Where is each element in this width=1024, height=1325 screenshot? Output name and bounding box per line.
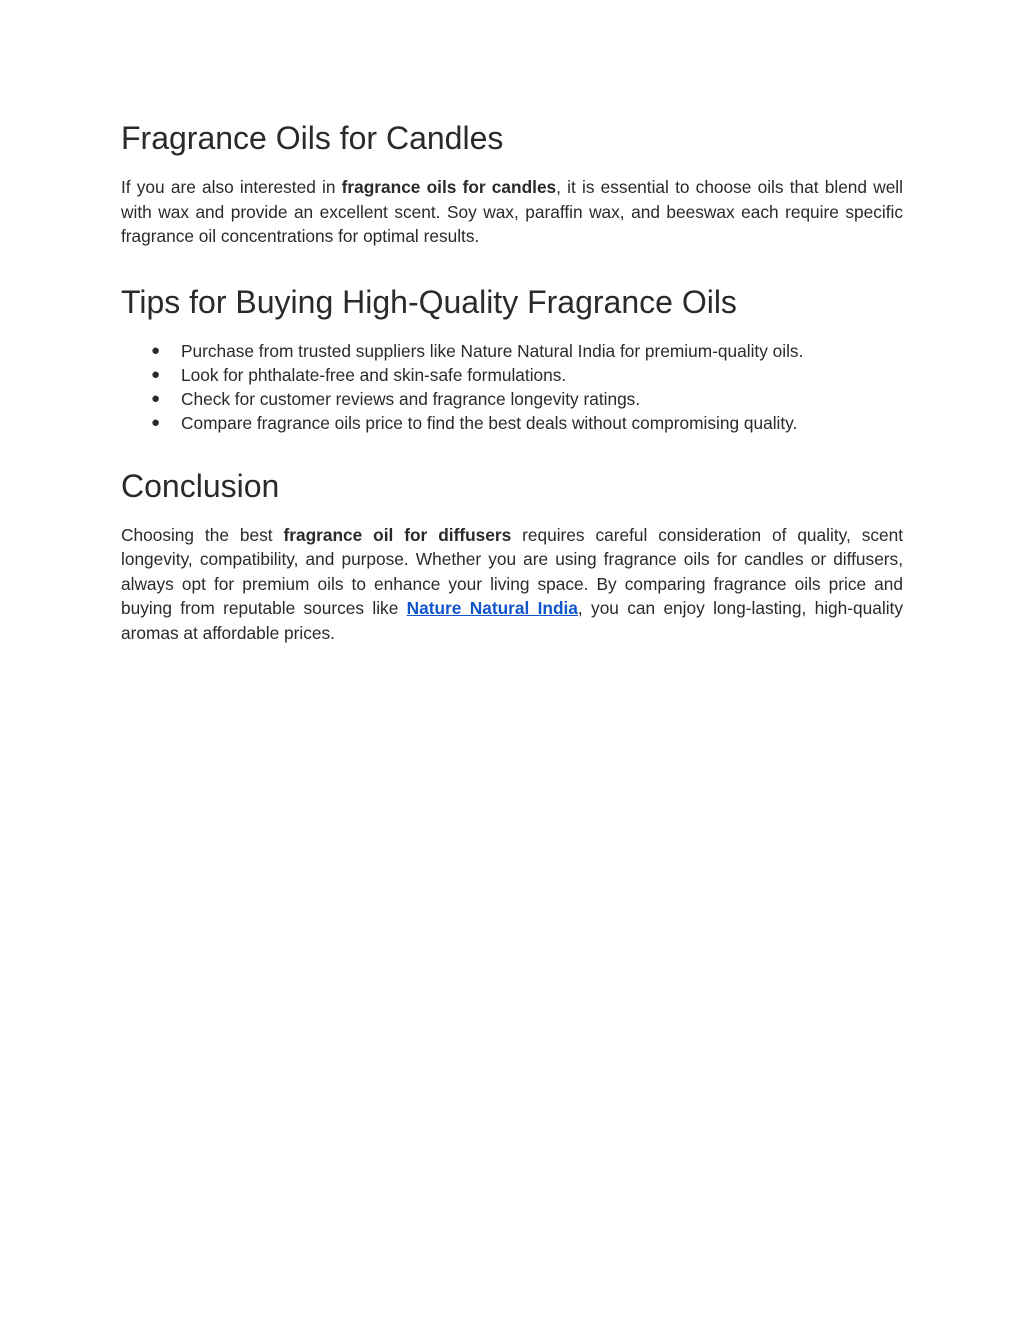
bullet-icon: ● <box>151 414 161 432</box>
paragraph-candles-text-2: , it is essential to choose oils that blend well with wax and provide an excellent scent. Soy wax, paraffin wax, and beeswax each require specific fragrance oil concentrations for optimal results. <box>121 177 903 246</box>
list-item <box>121 387 903 411</box>
bullet-icon: ● <box>151 365 161 383</box>
list-item-text: Check for customer reviews and fragrance longevity ratings. <box>181 389 641 410</box>
heading-fragrance-oils-for-candles: Fragrance Oils for Candles <box>121 120 504 156</box>
tips-list <box>121 339 903 436</box>
paragraph-conclusion-text-3: , you can enjoy long-lasting, high-quality aromas at affordable prices. <box>121 598 903 643</box>
nature-natural-india-link[interactable]: Nature Natural India <box>406 598 578 619</box>
paragraph-conclusion-text-2: requires careful consideration of quality, scent longevity, compatibility, and purpose. Whether you are using fragrance oils for candles or diffusers, always opt for premium oils to enhance your living space. By comparing fragrance oils price and buying from reputable sources like <box>121 524 904 619</box>
bullet-icon: ● <box>151 390 161 408</box>
list-item <box>121 411 903 435</box>
paragraph-conclusion-bold: fragrance oil for diffusers <box>283 524 512 545</box>
bullet-icon: ● <box>151 341 161 359</box>
paragraph-conclusion-text-1: Choosing the best <box>121 524 284 545</box>
list-item <box>121 363 903 387</box>
list-item-text: Compare fragrance oils price to find the best deals without compromising quality. <box>181 413 798 434</box>
list-item-text: Look for phthalate-free and skin-safe formulations. <box>181 364 567 385</box>
list-item <box>121 339 903 363</box>
paragraph-candles-bold: fragrance oils for candles <box>341 177 557 197</box>
paragraph-candles <box>121 175 903 249</box>
paragraph-candles-text-1: If you are also interested in <box>121 177 342 197</box>
list-item-text: Purchase from trusted suppliers like Nature Natural India for premium-quality oils. <box>181 340 804 361</box>
document-page <box>121 118 903 645</box>
paragraph-conclusion <box>121 523 903 646</box>
heading-tips-for-buying: Tips for Buying High-Quality Fragrance Oils <box>121 283 737 320</box>
heading-conclusion: Conclusion <box>121 467 280 504</box>
